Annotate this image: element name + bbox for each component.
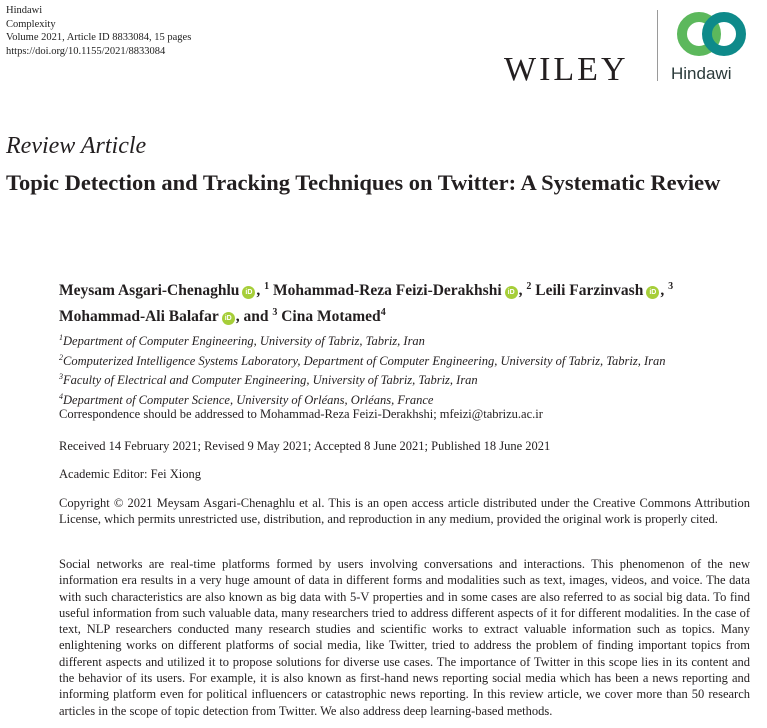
author-list: Meysam Asgari-Chenaghlu iD , $^1$ Mohammad-Reza Feizi-Derakhshi iD , $^2$ Leili Farzinvash iD , $^3$ Mohammad-Ali Balafar iD , and $^3$ Cina Motamed$^4$ xyxy=(59,281,674,325)
affiliation-item: $^2$Computerized Intelligence Systems Laboratory, Department of Computer Engineering, University of Tabriz, Tabriz, Iran xyxy=(59,352,666,368)
orcid-icon[interactable]: iD xyxy=(505,286,518,299)
orcid-icon[interactable]: iD xyxy=(646,286,659,299)
author-name: Mohammad-Ali Balafar xyxy=(59,307,219,325)
affiliation-item: $^1$Department of Computer Engineering, University of Tabriz, Tabriz, Iran xyxy=(59,333,425,349)
academic-editor: Academic Editor: Fei Xiong xyxy=(59,467,201,481)
author-affil-num: 3 xyxy=(668,281,674,292)
author-affil-num: 4 xyxy=(380,306,386,318)
hindawi-logo-text: Hindawi xyxy=(671,64,732,83)
article-type: Review Article xyxy=(6,133,147,159)
author-affil-num: 1 xyxy=(264,281,270,292)
affiliation-item: $^3$Faculty of Electrical and Computer Engineering, University of Tabriz, Tabriz, Iran xyxy=(59,372,478,388)
article-title: Topic Detection and Tracking Techniques on Twitter: A Systematic Review xyxy=(6,170,721,195)
author-affil-num: 2 xyxy=(526,281,532,292)
publication-dates: Received 14 February 2021; Revised 9 May 2021; Accepted 8 June 2021; Published 18 June 2021 xyxy=(59,439,551,453)
orcid-icon[interactable]: iD xyxy=(222,312,235,325)
affiliation-item: $^4$Department of Computer Science, University of Orléans, Orléans, France xyxy=(59,391,434,408)
author-affil-num: 3 xyxy=(272,306,278,318)
correspondence: Correspondence should be addressed to Mohammad-Reza Feizi-Derakhshi; mfeizi@tabrizu.ac.ir xyxy=(59,407,543,421)
author-name: Meysam Asgari-Chenaghlu xyxy=(59,282,240,300)
orcid-icon[interactable]: iD xyxy=(242,286,255,299)
publisher-line: Hindawi xyxy=(6,5,43,16)
doi-link[interactable]: https://doi.org/10.1155/2021/8833084 xyxy=(6,45,166,57)
volume-line: Volume 2021, Article ID 8833084, 15 pages xyxy=(6,32,192,43)
copyright-notice: Copyright © 2021 Meysam Asgari-Chenaghlu et al. This is an open access article distributed under the Creative Commons Attribution License, which permits unrestricted use, distribution, and reproduction in any medium, provided the original work is properly cited. xyxy=(59,496,750,527)
affiliations xyxy=(59,330,666,409)
wiley-logo: WILEY xyxy=(504,51,629,88)
hindawi-rings-icon xyxy=(672,8,752,60)
author-name: Leili Farzinvash xyxy=(535,282,644,300)
journal-name: Complexity xyxy=(6,18,56,30)
author-name: Cina Motamed xyxy=(281,307,381,325)
logo-divider xyxy=(657,10,658,81)
abstract: Social networks are real-time platforms formed by users involving conversations and interactions. This phenomenon of the new information era results in a very huge amount of data in different forms and modalities such as text, images, videos, and voice. The data with such characteristics are also known as big data with 5-V properties and in some cases are also referred to as social big data. To find useful information from such valuable data, many researchers tried to address different aspects of it for different modalities. In the case of text, NLP researchers conducted many research studies and scientific works to extract valuable information such as topics. Many enlightening works on different platforms of social media, like Twitter, tried to address the problem of finding important topics from different aspects and utilized it to propose solutions for diverse use cases. The importance of Twitter in this scope lies in its content and the behavior of its users. For example, it is also known as first-hand news reporting social media which has been a news reporting and informing platform even for political influencers or catastrophic news reporting. In this review article, we cover more than 50 research articles in the scope of topic detection from Twitter. We also address deep learning-based methods. xyxy=(59,557,750,718)
author-name: Mohammad-Reza Feizi-Derakhshi xyxy=(273,282,502,300)
journal-metadata xyxy=(6,4,191,58)
